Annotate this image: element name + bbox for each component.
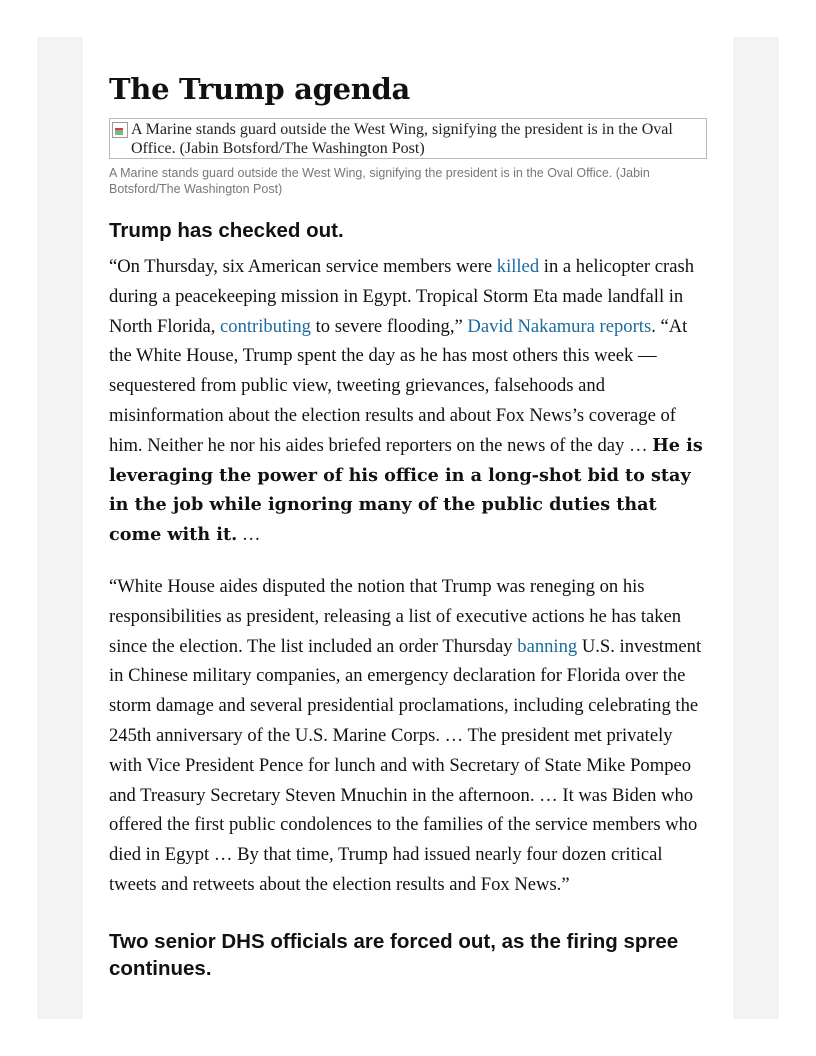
paragraph-2	[109, 572, 709, 900]
paragraph-2-text-a: “White House aides disputed the notion that Trump was reneging on his responsibilities as president, releasing a list of executive actions he has taken since the election. The list included an order Thursday	[109, 575, 682, 657]
link-contributing[interactable]: contributing	[220, 315, 311, 337]
paragraph-2-text-b: U.S. investment in Chinese military companies, an emergency declaration for Florida over the storm damage and several presidential proclamations, including celebrating the 245th anniversary of the U.S. Marine Corps. … The president met privately with Vice President Pence for lunch and with Secretary of State Mike Pompeo and Treasury Secretary Steven Mnuchin in the afternoon. … It was Biden who offered the first public condolences to the families of the service members who died in Egypt … By that time, Trump had issued nearly four dozen critical tweets and retweets about the election results and Fox News.”	[109, 635, 702, 895]
article-title: The Trump agenda	[109, 72, 410, 106]
left-gutter	[37, 37, 83, 1019]
article	[109, 60, 709, 990]
section-heading-checked-out: Trump has checked out.	[109, 219, 344, 242]
link-david-nakamura-reports[interactable]: David Nakamura reports	[467, 315, 652, 337]
article-image	[109, 118, 707, 159]
link-banning[interactable]: banning	[517, 635, 578, 657]
paragraph-1-text-b: in a helicopter crash during a peacekeeping mission in Egypt. Tropical Storm Eta made landfall in North Florida,	[109, 256, 695, 337]
paragraph-1-text-a: “On Thursday, six American service members were	[109, 256, 497, 277]
section-heading-dhs-officials: Two senior DHS officials are forced out, as the firing spree continues.	[109, 929, 679, 980]
paragraph-1-text-c: to severe flooding,”	[310, 315, 468, 337]
paragraph-1-text-e: …	[237, 524, 261, 546]
paragraph-1-text-d: . “At the White House, Trump spent the day as he has most others this week — sequestered from public view, tweeting grievances, falsehoods and misinformation about the election results and about Fox News’s coverage of him. Neither he nor his aides briefed reporters on the news of the day …	[109, 315, 688, 456]
paragraph-1	[109, 252, 709, 550]
link-killed[interactable]: killed	[496, 256, 540, 277]
image-caption: A Marine stands guard outside the West Wing, signifying the president is in the Oval Office. (Jabin Botsford/The Washington Post)	[109, 166, 650, 196]
right-gutter	[733, 37, 779, 1019]
image-alt-text: A Marine stands guard outside the West Wing, signifying the president is in the Oval Office. (Jabin Botsford/The Washington Post)	[131, 121, 673, 157]
broken-image-icon	[112, 122, 128, 138]
paragraph-1-bold: He is leveraging the power of his office in a long-shot bid to stay in the job while ignoring many of the public duties that come with it.	[109, 434, 703, 546]
